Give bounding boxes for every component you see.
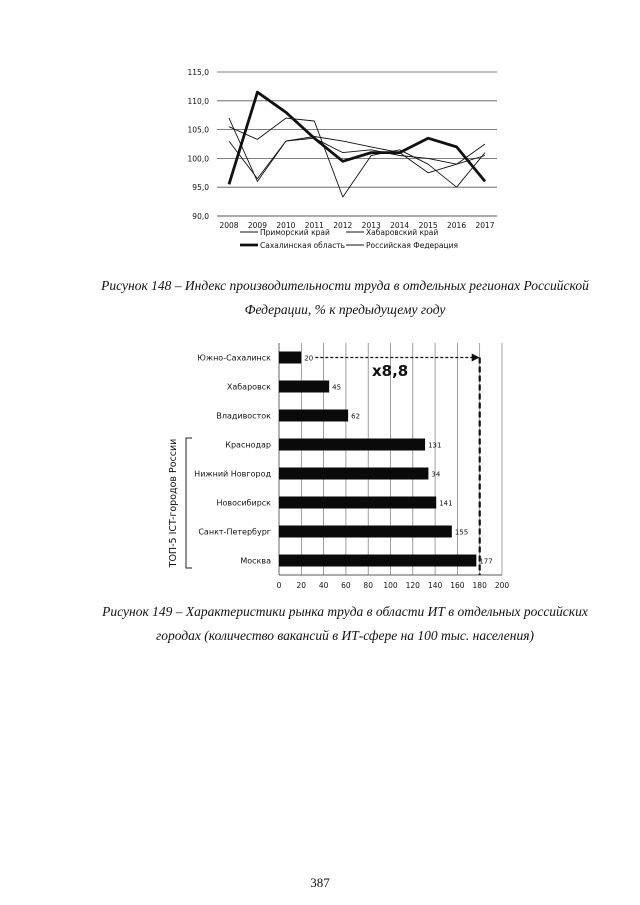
it-vacancies-bar-chart — [0, 335, 640, 595]
bar — [279, 410, 348, 422]
y-tick-label: 95,0 — [192, 183, 209, 193]
category-label: Новосибирск — [216, 498, 271, 508]
x-tick-label: 0 — [276, 581, 282, 590]
x-tick-label: 2012 — [333, 221, 353, 230]
page-number: 387 — [310, 875, 330, 890]
bar-chart-bars — [279, 352, 476, 567]
reference-arrow-head — [472, 354, 480, 362]
multiplier-annotation: x8,8 — [372, 362, 409, 380]
x-tick-label: 20 — [296, 581, 307, 590]
figure-148-caption: Рисунок 148 – Индекс производительности труда в отдельных регионах Российской Федерации, % к предыдущему году — [101, 278, 589, 317]
x-tick-label: 160 — [450, 581, 465, 590]
value-label: 155 — [454, 528, 469, 537]
x-tick-label: 2009 — [247, 221, 267, 230]
x-tick-label: 60 — [341, 581, 351, 590]
x-tick-label: 2010 — [276, 221, 296, 230]
bar — [279, 555, 476, 567]
x-tick-label: 200 — [494, 581, 510, 590]
y-tick-label: 110,0 — [187, 96, 209, 106]
group-bracket — [186, 438, 192, 568]
bar-chart-x-tick-labels — [277, 581, 510, 590]
value-label: 20 — [304, 354, 314, 363]
value-label: 177 — [479, 557, 493, 566]
bar — [279, 526, 452, 538]
group-label: ТОП-5 ICT-городов России — [168, 438, 179, 568]
value-label: 141 — [439, 499, 453, 508]
bar — [279, 468, 428, 480]
bar — [279, 497, 436, 509]
bar — [279, 381, 329, 393]
y-tick-label: 115,0 — [187, 68, 209, 77]
category-label: Владивосток — [216, 411, 271, 421]
category-label: Хабаровск — [226, 382, 271, 392]
series-line — [229, 118, 485, 181]
x-tick-label: 40 — [318, 581, 329, 590]
legend-label: Российская Федерация — [366, 241, 458, 250]
line-chart-legend — [240, 228, 458, 250]
category-label: Нижний Новгород — [194, 469, 271, 479]
x-tick-label: 120 — [405, 581, 420, 590]
x-tick-label: 140 — [427, 581, 443, 590]
legend-label: Приморский край — [260, 228, 330, 237]
x-tick-label: 100 — [383, 581, 398, 590]
bar — [279, 352, 301, 364]
bar-chart-category-labels — [194, 354, 271, 566]
line-chart-series — [229, 92, 485, 197]
x-tick-label: 2014 — [390, 221, 410, 230]
x-tick-label: 2015 — [418, 221, 438, 230]
figure-149-caption: Рисунок 149 – Характеристики рынка труда в области ИТ в отдельных российских городах (количество вакансий в ИТ-сфере на 100 тыс. населения) — [102, 604, 588, 643]
line-chart-y-tick-labels — [188, 68, 210, 221]
legend-label: Сахалинская область — [260, 241, 346, 250]
category-label: Москва — [240, 556, 271, 566]
x-tick-label: 2008 — [219, 221, 239, 230]
y-tick-label: 105,0 — [187, 125, 209, 135]
value-label: 34 — [431, 470, 441, 479]
x-tick-label: 180 — [472, 581, 487, 590]
category-label: Южно-Сахалинск — [197, 353, 271, 363]
y-tick-label: 100,0 — [187, 154, 209, 164]
x-tick-label: 2016 — [447, 221, 467, 230]
x-tick-label: 80 — [363, 581, 373, 590]
y-tick-label: 90,0 — [192, 212, 209, 221]
category-label: Краснодар — [225, 440, 271, 450]
x-tick-label: 2011 — [304, 221, 324, 230]
value-label: 62 — [351, 412, 361, 421]
bar — [279, 439, 425, 451]
category-label: Санкт-Петербург — [198, 527, 271, 537]
x-tick-label: 2017 — [475, 221, 495, 230]
value-label: 45 — [332, 383, 342, 392]
value-label: 131 — [428, 441, 442, 450]
legend-label: Хабаровский край — [366, 228, 439, 237]
x-tick-label: 2013 — [361, 221, 381, 230]
series-line — [229, 92, 485, 184]
